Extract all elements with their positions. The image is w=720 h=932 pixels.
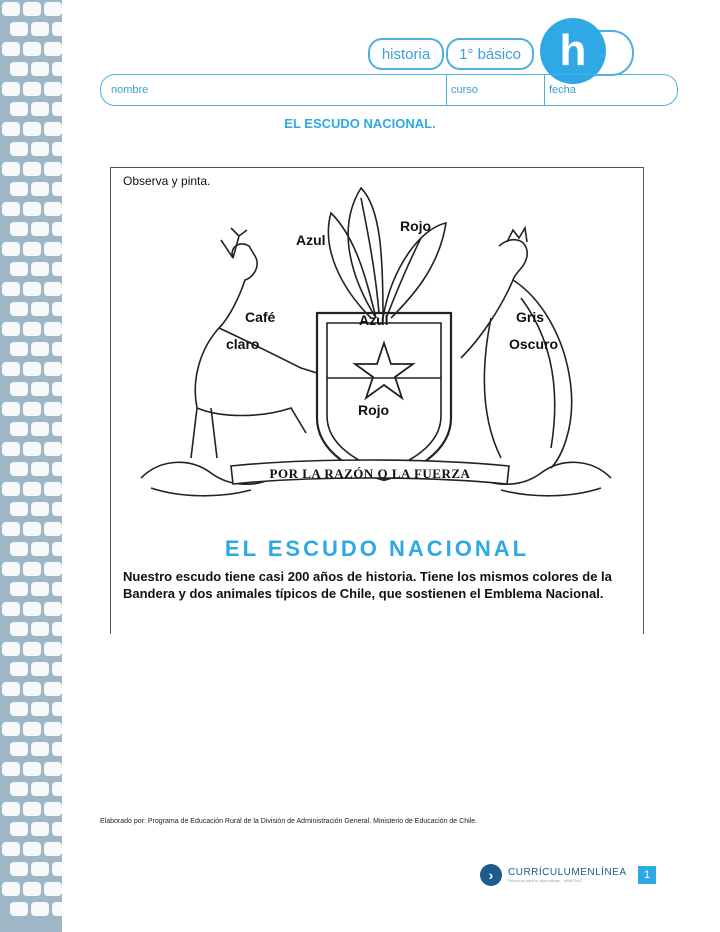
strip-square — [44, 162, 62, 176]
strip-square — [44, 762, 62, 776]
strip-square — [23, 482, 41, 496]
strip-square — [2, 762, 20, 776]
strip-square — [2, 362, 20, 376]
strip-square — [44, 842, 62, 856]
strip-square — [2, 722, 20, 736]
motto-text: POR LA RAZÓN O LA FUERZA — [269, 466, 471, 481]
strip-square — [44, 602, 62, 616]
strip-square — [10, 262, 28, 276]
strip-square — [2, 602, 20, 616]
student-info-bar — [100, 74, 678, 106]
credit-text: Elaborado por: Programa de Educación Rural de la División de Administración General. Ministerio de Educación de Chile. — [100, 818, 478, 825]
strip-square — [10, 222, 28, 236]
strip-square — [23, 602, 41, 616]
strip-square — [44, 362, 62, 376]
strip-square — [52, 742, 62, 756]
strip-square — [10, 582, 28, 596]
strip-square — [31, 382, 49, 396]
strip-square — [52, 302, 62, 316]
strip-square — [44, 482, 62, 496]
strip-square — [44, 882, 62, 896]
strip-square — [31, 182, 49, 196]
strip-square — [52, 622, 62, 636]
strip-square — [10, 502, 28, 516]
strip-square — [23, 682, 41, 696]
strip-square — [52, 222, 62, 236]
page-number: 1 — [638, 866, 656, 884]
description-text: Nuestro escudo tiene casi 200 años de historia. Tiene los mismos colores de la Bandera y dos animales típicos de Chile, que sostienen el Emblema Nacional. — [123, 569, 612, 601]
strip-square — [52, 782, 62, 796]
condor-color-label-2: Oscuro — [509, 336, 559, 352]
strip-square — [23, 2, 41, 16]
strip-square — [10, 782, 28, 796]
brand-logo — [480, 864, 627, 886]
strip-square — [44, 562, 62, 576]
strip-square — [2, 882, 20, 896]
strip-square — [44, 202, 62, 216]
strip-square — [2, 442, 20, 456]
plume-left-label: Azul — [296, 232, 326, 248]
strip-square — [2, 842, 20, 856]
strip-square — [31, 662, 49, 676]
strip-square — [23, 402, 41, 416]
strip-square — [31, 262, 49, 276]
divider — [544, 75, 545, 105]
strip-square — [23, 722, 41, 736]
strip-square — [2, 282, 20, 296]
huemul-color-label-1: Café — [245, 309, 276, 325]
strip-square — [31, 102, 49, 116]
strip-square — [44, 282, 62, 296]
strip-square — [10, 462, 28, 476]
shield-bottom-label: Rojo — [358, 402, 390, 418]
strip-square — [10, 702, 28, 716]
strip-square — [31, 702, 49, 716]
strip-square — [23, 842, 41, 856]
strip-square — [31, 862, 49, 876]
decorative-side-strip — [0, 0, 62, 932]
strip-square — [10, 902, 28, 916]
strip-square — [23, 282, 41, 296]
strip-square — [2, 682, 20, 696]
strip-square — [52, 422, 62, 436]
strip-square — [10, 662, 28, 676]
subject-tab: historia — [368, 38, 444, 70]
strip-square — [23, 562, 41, 576]
strip-square — [23, 762, 41, 776]
play-arrow-icon: › — [480, 864, 502, 886]
brand-subtitle: Recursos para el aprendizaje · MINEDUC — [508, 878, 583, 883]
strip-square — [31, 502, 49, 516]
strip-square — [52, 262, 62, 276]
strip-square — [10, 302, 28, 316]
strip-square — [44, 322, 62, 336]
strip-square — [31, 782, 49, 796]
strip-square — [2, 482, 20, 496]
strip-square — [10, 622, 28, 636]
strip-square — [23, 42, 41, 56]
strip-square — [52, 462, 62, 476]
strip-square — [2, 402, 20, 416]
strip-square — [23, 642, 41, 656]
strip-square — [52, 502, 62, 516]
strip-square — [23, 802, 41, 816]
strip-square — [31, 422, 49, 436]
strip-square — [23, 202, 41, 216]
strip-square — [44, 522, 62, 536]
strip-square — [44, 722, 62, 736]
brand-name: CURRÍCULUMENLÍNEA — [508, 867, 627, 878]
huemul-color-label-2: claro — [226, 336, 260, 352]
strip-square — [44, 82, 62, 96]
strip-square — [31, 582, 49, 596]
name-field-label: nombre — [111, 84, 149, 96]
strip-square — [52, 142, 62, 156]
strip-square — [44, 802, 62, 816]
plume-right-label: Rojo — [400, 218, 432, 234]
shield-top-label: Azul — [359, 312, 389, 328]
course-field-label: curso — [451, 84, 478, 96]
strip-square — [10, 542, 28, 556]
strip-square — [10, 862, 28, 876]
strip-square — [31, 622, 49, 636]
strip-square — [44, 402, 62, 416]
strip-square — [52, 182, 62, 196]
strip-square — [52, 902, 62, 916]
strip-square — [2, 2, 20, 16]
strip-square — [52, 542, 62, 556]
section-heading: EL ESCUDO NACIONAL — [224, 536, 530, 561]
strip-square — [2, 642, 20, 656]
strip-square — [2, 522, 20, 536]
date-field-label: fecha — [549, 84, 576, 96]
strip-square — [44, 2, 62, 16]
strip-square — [31, 22, 49, 36]
strip-square — [23, 322, 41, 336]
strip-square — [52, 382, 62, 396]
strip-square — [23, 162, 41, 176]
strip-square — [52, 822, 62, 836]
strip-square — [10, 62, 28, 76]
strip-square — [31, 742, 49, 756]
strip-square — [52, 702, 62, 716]
strip-square — [31, 142, 49, 156]
strip-square — [52, 62, 62, 76]
strip-square — [10, 742, 28, 756]
strip-square — [52, 862, 62, 876]
subject-badge-icon: h — [540, 18, 606, 84]
strip-square — [10, 102, 28, 116]
strip-square — [31, 542, 49, 556]
strip-square — [44, 442, 62, 456]
strip-square — [52, 102, 62, 116]
strip-square — [52, 342, 62, 356]
divider — [446, 75, 447, 105]
strip-square — [2, 202, 20, 216]
strip-square — [31, 822, 49, 836]
page-title: EL ESCUDO NACIONAL. — [284, 116, 436, 131]
strip-square — [10, 182, 28, 196]
strip-square — [52, 662, 62, 676]
strip-square — [23, 362, 41, 376]
strip-square — [23, 82, 41, 96]
strip-square — [31, 302, 49, 316]
strip-square — [31, 902, 49, 916]
strip-square — [23, 522, 41, 536]
strip-square — [10, 342, 28, 356]
grade-tab: 1° básico — [446, 38, 534, 70]
strip-square — [10, 382, 28, 396]
strip-square — [10, 22, 28, 36]
strip-square — [10, 142, 28, 156]
strip-square — [31, 222, 49, 236]
strip-square — [2, 322, 20, 336]
strip-square — [44, 682, 62, 696]
strip-square — [31, 62, 49, 76]
strip-square — [31, 462, 49, 476]
activity-frame — [110, 167, 644, 634]
strip-square — [2, 562, 20, 576]
strip-square — [44, 642, 62, 656]
strip-square — [44, 242, 62, 256]
strip-square — [23, 242, 41, 256]
condor-color-label-1: Gris — [516, 309, 545, 325]
strip-square — [2, 42, 20, 56]
strip-square — [52, 582, 62, 596]
strip-square — [2, 242, 20, 256]
strip-square — [10, 422, 28, 436]
strip-square — [44, 42, 62, 56]
instruction-text: Observa y pinta. — [123, 174, 211, 188]
strip-square — [52, 22, 62, 36]
strip-square — [23, 442, 41, 456]
strip-square — [31, 342, 49, 356]
strip-square — [2, 82, 20, 96]
strip-square — [2, 802, 20, 816]
strip-square — [2, 162, 20, 176]
strip-square — [10, 822, 28, 836]
strip-square — [23, 882, 41, 896]
